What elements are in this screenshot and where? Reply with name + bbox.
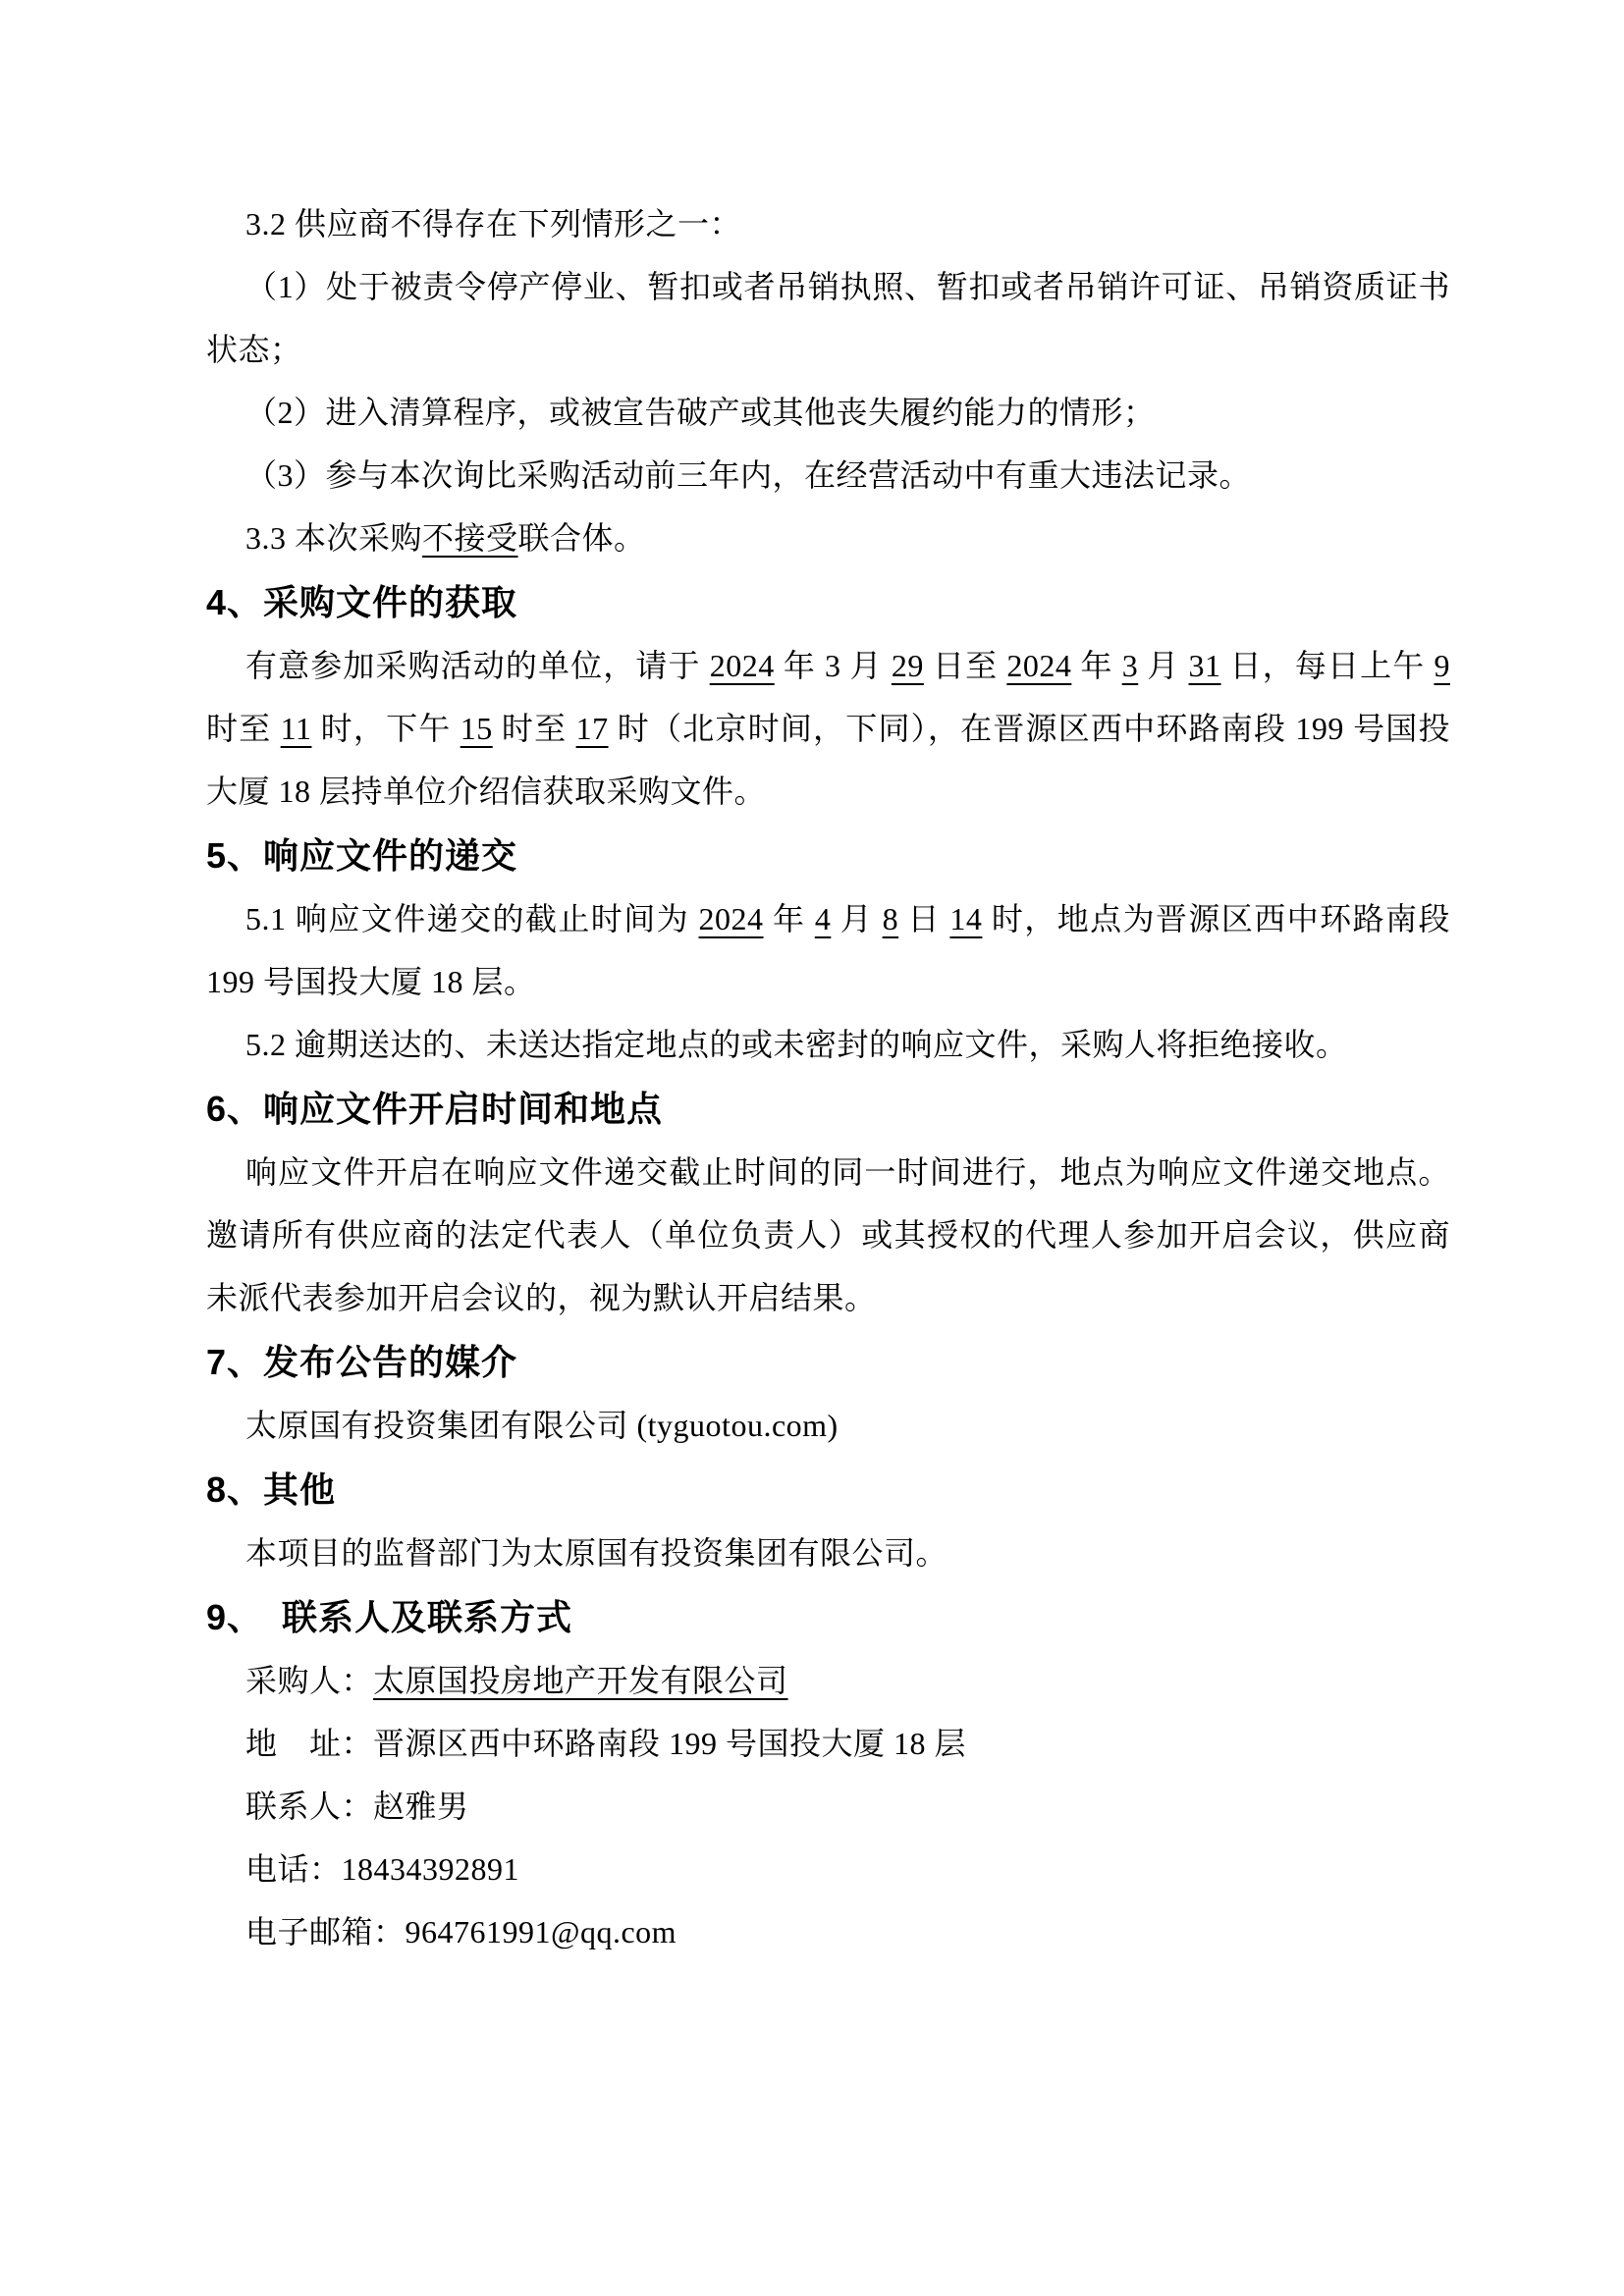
underlined-text: 17	[575, 711, 609, 746]
text-run: 月	[831, 901, 883, 936]
text-run: 时至	[492, 711, 576, 746]
text-run: 3.3 本次采购	[245, 520, 423, 556]
underlined-text: 2024	[709, 648, 775, 683]
acquisition-paragraph	[206, 634, 1450, 823]
restriction-item-3: （3）参与本次询比采购活动前三年内，在经营活动中有重大违法记录。	[245, 457, 1252, 493]
restriction-item-1: （1）处于被责令停产停业、暂扣或者吊销执照、暂扣或者吊销许可证、吊销资质证书状态；	[206, 269, 1450, 367]
underlined-text: 不接受	[422, 520, 518, 556]
contact-email-line: 电子邮箱：964761991@qq.com	[245, 1914, 677, 1949]
clause-3-2: 3.2 供应商不得存在下列情形之一：	[245, 206, 742, 241]
text-run: 日至	[923, 648, 1007, 683]
section-heading-9-contact: 9、 联系人及联系方式	[206, 1597, 573, 1637]
text-run: 日	[898, 901, 950, 936]
clause-3-3	[206, 507, 1450, 569]
text-run: 月	[1138, 648, 1189, 683]
underlined-text: 2024	[1006, 648, 1072, 683]
contact-address-line: 地 址：晋源区西中环路南段 199 号国投大厦 18 层	[245, 1726, 967, 1761]
text-run: 年	[1071, 648, 1122, 683]
text-run: 时，地点为晋源区西中环路南段 199 号国投大厦 18 层。	[206, 901, 1450, 999]
opening-paragraph: 响应文件开启在响应文件递交截止时间的同一时间进行，地点为响应文件递交地点。邀请所有供应商的法定代表人（单位负责人）或其授权的代理人参加开启会议，供应商未派代表参加开启会议的，视为默认开启结果。	[206, 1154, 1450, 1315]
contact-buyer-line	[206, 1649, 1450, 1712]
underlined-text: 29	[891, 648, 924, 683]
underlined-text: 14	[949, 901, 983, 936]
media-paragraph: 太原国有投资集团有限公司 (tyguotou.com)	[245, 1408, 839, 1443]
underlined-text: 8	[882, 901, 899, 936]
clause-5-2: 5.2 逾期送达的、未送达指定地点的或未密封的响应文件，采购人将拒绝接收。	[245, 1027, 1348, 1062]
text-run: 年	[763, 901, 815, 936]
section-heading-4-acquisition: 4、采购文件的获取	[206, 582, 518, 622]
restriction-item-2: （2）进入清算程序，或被宣告破产或其他丧失履约能力的情形；	[245, 395, 1156, 430]
underlined-text: 9	[1434, 648, 1450, 683]
underlined-text: 2024	[698, 901, 764, 936]
other-paragraph: 本项目的监督部门为太原国有投资集团有限公司。	[245, 1535, 948, 1571]
text-run: 联合体。	[517, 520, 646, 556]
text-run: 时至	[206, 711, 281, 746]
underlined-text: 11	[280, 711, 312, 746]
text-run: 时（北京时间，下同），在晋源区西中环路南段 199 号国投大厦 18 层持单位介绍信获取采购文件。	[206, 711, 1450, 809]
text-run: 采购人：	[245, 1663, 374, 1698]
section-heading-6-opening: 6、响应文件开启时间和地点	[206, 1089, 664, 1129]
underlined-text: 4	[814, 901, 832, 936]
underlined-text: 3	[1121, 648, 1139, 683]
text-run: 时，下午	[311, 711, 460, 746]
contact-phone-line: 电话：18434392891	[245, 1851, 520, 1887]
contact-person-line: 联系人：赵雅男	[245, 1789, 469, 1824]
section-heading-5-submission: 5、响应文件的递交	[206, 835, 518, 876]
text-run: 日，每日上午	[1220, 648, 1435, 683]
section-heading-7-media: 7、发布公告的媒介	[206, 1342, 518, 1382]
underlined-text: 31	[1188, 648, 1221, 683]
text-run: 有意参加采购活动的单位，请于	[245, 648, 710, 683]
text-run: 年 3 月	[774, 648, 892, 683]
text-run: 5.1 响应文件递交的截止时间为	[245, 901, 699, 936]
underlined-text: 15	[460, 711, 493, 746]
underlined-text: 太原国投房地产开发有限公司	[373, 1663, 788, 1698]
section-heading-8-other: 8、其他	[206, 1469, 337, 1510]
clause-5-1	[206, 887, 1450, 1013]
